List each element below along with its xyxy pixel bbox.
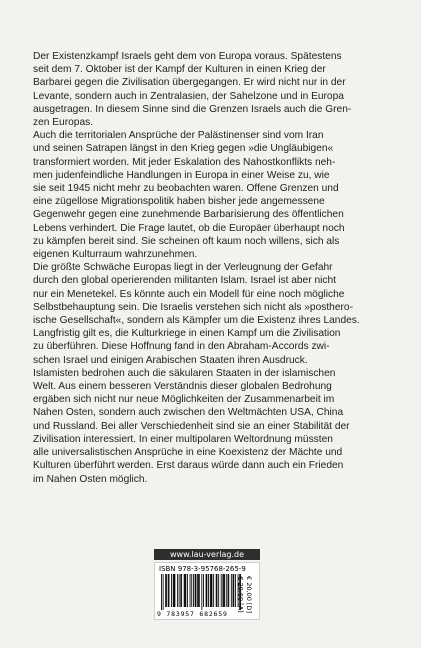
blurb-line: schen Israel und einigen Arabischen Staaten ihren Ausdruck. [33,354,308,366]
blurb-line: eigenen Kulturraum wahrzunehmen. [33,249,198,261]
blurb-line: durch den global operierenden militanten Islam. Israel ist aber nicht [33,275,336,287]
blurb-line: zu überführen. Diese Hoffnung fand in den Abraham-Accords zwi- [33,341,330,353]
blurb-line: Nahen Osten, sondern auch zwischen den Weltmächten USA, China [33,407,344,419]
blurb-line: alle universalistischen Ansprüche in eine Koexistenz der Mächte und [33,447,343,459]
blurb-line: men judenfeindliche Handlungen in Europa in einer Weise zu, wie [33,169,330,181]
blurb-line: Die größte Schwäche Europas liegt in der Verleugnung der Gefahr [33,262,333,274]
blurb-line: Welt. Aus einem besseren Verständnis dieser globalen Bedrohung [33,381,332,393]
blurb-line: Lebens verhindert. Die Frage lautet, ob die Europäer überhaupt noch [33,222,345,234]
back-cover-blurb [33,50,393,486]
blurb-line: im Nahen Osten möglich. [33,473,148,485]
blurb-line: ausgetragen. In diesem Sinne sind die Grenzen Israels auch die Gren- [33,103,352,115]
blurb-line: Barbarei gegen die Zivilisation übergegangen. Er wird nicht nur in der [33,77,346,89]
price-germany: € 20,00 [D] [244,576,253,613]
blurb-line: Auch die territorialen Ansprüche der Palästinenser sind vom Iran [33,130,324,142]
blurb-line: Levante, sondern auch in Zentralasien, der Sahelzone und in Europa [33,90,344,102]
barcode-icon [161,574,241,610]
blurb-line: ische Gesellschaft«, sondern als Kämpfer um die Existenz ihres Landes. [33,315,360,327]
blurb-line: nur ein Menetekel. Es könnte auch ein Modell für eine noch mögliche [33,288,345,300]
blurb-line: Gegenwehr gegen eine zunehmende Barbarisierung des öffentlichen [33,209,344,221]
blurb-line: Der Existenzkampf Israels geht dem von Europa voraus. Spätestens [33,51,342,62]
blurb-line: Islamisten bedrohen auch die säkularen Staaten in der islamischen [33,367,336,379]
price-austria: € 20,60 [A] [236,576,245,613]
barcode-digits: 9 783957 682659 [157,610,228,618]
price-column [236,565,257,617]
isbn-label: ISBN 978-3-95768-265-9 [159,565,246,573]
blurb-line: Selbstbehauptung sein. Die Israelis verstehen sich nicht als »posthero- [33,301,353,313]
blurb-line: sie seit 1945 nicht mehr zu beobachten waren. Offene Grenzen und [33,183,339,195]
barcode-box [154,562,260,620]
blurb-line: seit dem 7. Oktober ist der Kampf der Kulturen in einen Krieg der [33,64,326,76]
publisher-url: www.lau-verlag.de [154,549,260,560]
blurb-line: ergäben sich nicht nur neue Möglichkeiten der Zusammenarbeit im [33,394,335,406]
blurb-line: und Russland. Bei aller Verschiedenheit sind sie an einer Stabilität der [33,420,350,432]
blurb-line: zu kämpfen bereit sind. Sie scheinen oft kaum noch willens, sich als [33,235,340,247]
blurb-line: Langfristig gilt es, die Kulturkriege in einen Kampf um die Zivilisation [33,328,341,340]
blurb-line: transformiert worden. Mit jeder Eskalation des Nahostkonflikts neh- [33,156,336,168]
blurb-line: Kulturen überführt werden. Erst daraus würde dann auch ein Frieden [33,460,344,472]
blurb-line: zen Europas. [33,117,94,129]
blurb-line: Zivilisation interessiert. In einer multipolaren Weltordnung müssten [33,433,333,445]
blurb-line: eine zügellose Migrationspolitik haben bisher jede angemessene [33,196,325,208]
blurb-line: und seinen Satrapen längst in den Krieg gegen »die Ungläubigen« [33,143,334,155]
